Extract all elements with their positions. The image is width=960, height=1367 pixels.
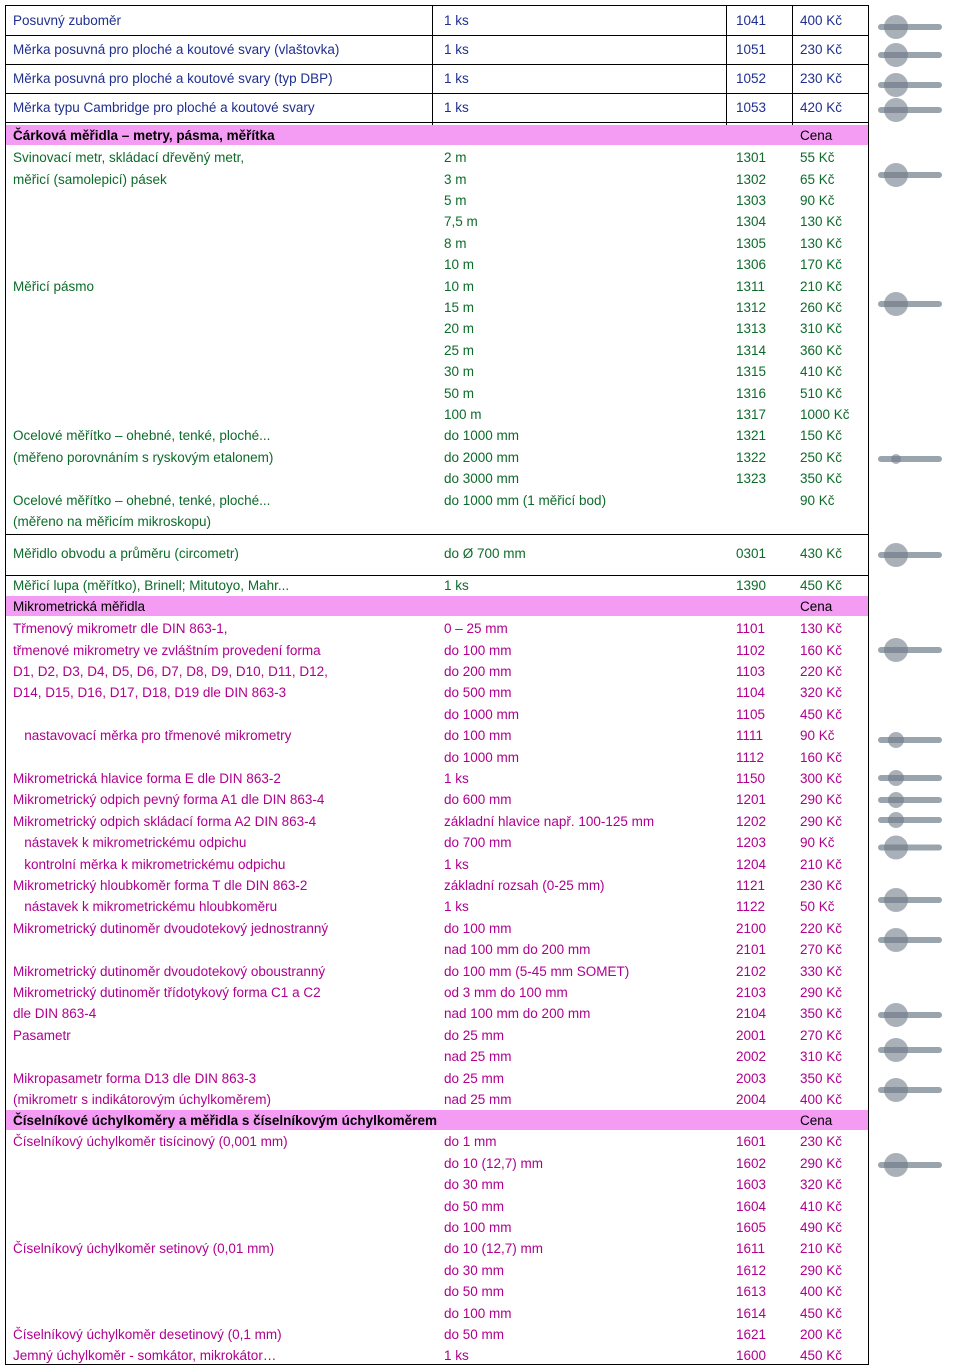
table-row bbox=[6, 789, 868, 810]
item-quantity: do 1000 mm bbox=[444, 749, 520, 765]
item-quantity: nad 100 mm do 200 mm bbox=[444, 1006, 591, 1022]
item-price: 290 Kč bbox=[800, 813, 843, 829]
item-price: 400 Kč bbox=[800, 13, 843, 28]
item-code: 1104 bbox=[736, 685, 766, 701]
item-code: 1041 bbox=[736, 13, 767, 28]
item-code: 1611 bbox=[736, 1241, 766, 1257]
item-quantity: 1 ks bbox=[444, 578, 469, 594]
item-code: 1603 bbox=[736, 1177, 767, 1193]
item-code: 1302 bbox=[736, 171, 767, 187]
table-row bbox=[6, 511, 868, 532]
item-name: Měrka posuvná pro ploché a koutové svary (typ DBP) bbox=[13, 71, 333, 86]
item-quantity: nad 25 mm bbox=[444, 1049, 512, 1065]
item-price: 160 Kč bbox=[800, 642, 843, 658]
item-quantity: 1 ks bbox=[444, 13, 469, 28]
table-row bbox=[6, 297, 868, 318]
item-name: Mikrometrická hlavice forma E dle DIN 863-2 bbox=[13, 770, 281, 786]
item-name: Měrka posuvná pro ploché a koutové svary (vlaštovka) bbox=[13, 42, 340, 57]
table-row bbox=[6, 811, 868, 832]
item-quantity: do 50 mm bbox=[444, 1198, 505, 1214]
item-price: 400 Kč bbox=[800, 1091, 843, 1107]
item-quantity: 15 m bbox=[444, 299, 475, 315]
item-quantity: do 1 mm bbox=[444, 1134, 497, 1150]
item-quantity: do 600 mm bbox=[444, 792, 512, 808]
item-code: 1105 bbox=[736, 706, 766, 722]
table-row bbox=[6, 704, 868, 725]
item-price: 450 Kč bbox=[800, 578, 843, 594]
item-price: 65 Kč bbox=[800, 171, 835, 187]
item-price: 310 Kč bbox=[800, 321, 843, 337]
item-name: Svinovací metr, skládací dřevěný metr, bbox=[13, 150, 245, 166]
table-row bbox=[6, 1153, 868, 1174]
item-quantity: 1 ks bbox=[444, 899, 469, 915]
table-row bbox=[6, 1238, 868, 1259]
item-price: 510 Kč bbox=[800, 385, 843, 401]
table-row bbox=[6, 1324, 868, 1345]
item-price: 160 Kč bbox=[800, 749, 843, 765]
table-row bbox=[6, 1003, 868, 1024]
item-name: Pasametr bbox=[13, 1027, 71, 1043]
steel-ruler-icon bbox=[870, 452, 950, 466]
item-code: 2102 bbox=[736, 963, 767, 979]
table-row bbox=[6, 960, 868, 981]
item-quantity: nad 25 mm bbox=[444, 1091, 512, 1107]
table-row bbox=[6, 318, 868, 339]
item-price: 150 Kč bbox=[800, 428, 843, 444]
table-row bbox=[6, 1217, 868, 1238]
item-code: 2103 bbox=[736, 984, 767, 1000]
item-price: 400 Kč bbox=[800, 1284, 843, 1300]
item-price: 270 Kč bbox=[800, 1027, 843, 1043]
item-code: 1103 bbox=[736, 663, 766, 679]
item-name: Ocelové měřítko – ohebné, tenké, ploché... bbox=[13, 428, 271, 444]
caliper-gear-icon bbox=[870, 12, 950, 42]
item-code: 1314 bbox=[736, 342, 767, 358]
table-row bbox=[6, 1067, 868, 1088]
item-name: (mikrometr s indikátorovým úchylkoměrem) bbox=[13, 1091, 272, 1107]
item-code: 0301 bbox=[736, 545, 767, 561]
item-code: 1201 bbox=[736, 792, 767, 808]
table-row bbox=[6, 233, 868, 254]
item-quantity: 8 m bbox=[444, 235, 467, 251]
row-divider bbox=[6, 1364, 868, 1365]
item-price: 350 Kč bbox=[800, 471, 843, 487]
item-quantity: do 1000 mm bbox=[444, 706, 520, 722]
table-row bbox=[6, 896, 868, 917]
item-quantity: do 30 mm bbox=[444, 1262, 505, 1278]
item-price: 490 Kč bbox=[800, 1219, 843, 1235]
table-row bbox=[6, 1025, 868, 1046]
item-name: Mikropasametr forma D13 dle DIN 863-3 bbox=[13, 1070, 257, 1086]
item-price: 290 Kč bbox=[800, 984, 843, 1000]
micro-passameter-icon bbox=[870, 1070, 950, 1110]
item-quantity: 1 ks bbox=[444, 856, 469, 872]
item-code: 1203 bbox=[736, 835, 767, 851]
table-row bbox=[6, 1281, 868, 1302]
item-quantity: 10 m bbox=[444, 257, 475, 273]
table-row bbox=[6, 211, 868, 232]
table-row bbox=[6, 618, 868, 639]
item-code: 1122 bbox=[736, 899, 766, 915]
item-quantity: do 30 mm bbox=[444, 1177, 505, 1193]
table-row bbox=[6, 275, 868, 296]
table-row bbox=[6, 768, 868, 789]
item-price: 250 Kč bbox=[800, 449, 843, 465]
item-name: Číselníkový úchylkoměr tisícinový (0,001 mm) bbox=[13, 1134, 288, 1150]
table-row bbox=[6, 447, 868, 468]
item-price: 320 Kč bbox=[800, 1177, 843, 1193]
item-price: 350 Kč bbox=[800, 1006, 843, 1022]
item-quantity: do 200 mm bbox=[444, 663, 512, 679]
item-quantity: do 10 (12,7) mm bbox=[444, 1241, 544, 1257]
item-name: Mikrometrický odpich pevný forma A1 dle DIN 863-4 bbox=[13, 792, 325, 808]
table-row bbox=[6, 639, 868, 660]
item-price: 410 Kč bbox=[800, 364, 843, 380]
item-price: 300 Kč bbox=[800, 770, 843, 786]
item-quantity: do 3000 mm bbox=[444, 471, 520, 487]
item-name: D14, D15, D16, D17, D18, D19 dle DIN 863-3 bbox=[13, 685, 287, 701]
item-quantity: 3 m bbox=[444, 171, 467, 187]
item-price: 230 Kč bbox=[800, 877, 843, 893]
item-name: kontrolní měrka k mikrometrickému odpichu bbox=[13, 856, 286, 872]
table-row bbox=[6, 661, 868, 682]
item-name: Měřidlo obvodu a průměru (circometr) bbox=[13, 545, 239, 561]
item-code: 1305 bbox=[736, 235, 767, 251]
table-row bbox=[6, 168, 868, 189]
section-header-price-label: Cena bbox=[800, 598, 833, 614]
item-price: 350 Kč bbox=[800, 1070, 843, 1086]
item-price: 230 Kč bbox=[800, 42, 843, 57]
item-price: 130 Kč bbox=[800, 235, 843, 251]
table-row bbox=[6, 94, 868, 121]
table-row bbox=[6, 596, 868, 616]
item-code: 2001 bbox=[736, 1027, 767, 1043]
item-price: 130 Kč bbox=[800, 214, 843, 230]
table-row bbox=[6, 7, 868, 34]
item-code: 2100 bbox=[736, 920, 767, 936]
item-price: 90 Kč bbox=[800, 192, 835, 208]
table-row bbox=[6, 1302, 868, 1323]
item-quantity: do 25 mm bbox=[444, 1070, 505, 1086]
item-quantity: do 50 mm bbox=[444, 1284, 505, 1300]
table-row bbox=[6, 875, 868, 896]
item-price: 220 Kč bbox=[800, 663, 843, 679]
item-price: 410 Kč bbox=[800, 1198, 843, 1214]
item-quantity: do 25 mm bbox=[444, 1027, 505, 1043]
item-code: 1601 bbox=[736, 1134, 767, 1150]
item-code: 1303 bbox=[736, 192, 767, 208]
item-quantity: 7,5 m bbox=[444, 214, 478, 230]
item-price: 290 Kč bbox=[800, 1262, 843, 1278]
item-quantity: 30 m bbox=[444, 364, 475, 380]
section-header-price-label: Cena bbox=[800, 127, 833, 143]
table-row bbox=[6, 1110, 868, 1130]
item-code: 2004 bbox=[736, 1091, 767, 1107]
item-quantity: do 100 mm bbox=[444, 1219, 512, 1235]
item-name: Číselníkový úchylkoměr desetinový (0,1 mm) bbox=[13, 1326, 282, 1342]
table-row bbox=[6, 1195, 868, 1216]
item-price: 360 Kč bbox=[800, 342, 843, 358]
item-code: 1301 bbox=[736, 150, 767, 166]
item-name: Číselníkový úchylkoměr setinový (0,01 mm) bbox=[13, 1241, 275, 1257]
table-row bbox=[6, 1046, 868, 1067]
item-name: Posuvný zuboměr bbox=[13, 13, 122, 28]
item-price: 90 Kč bbox=[800, 835, 835, 851]
table-row bbox=[6, 725, 868, 746]
table-row bbox=[6, 254, 868, 275]
table-row bbox=[6, 425, 868, 446]
table-row bbox=[6, 538, 868, 568]
item-code: 1051 bbox=[736, 42, 767, 57]
table-row bbox=[6, 489, 868, 510]
measuring-tape-reel-icon bbox=[870, 280, 950, 328]
passameter-icon bbox=[870, 1030, 950, 1070]
item-code: 1322 bbox=[736, 449, 767, 465]
item-code: 1052 bbox=[736, 71, 767, 86]
item-price: 130 Kč bbox=[800, 621, 843, 637]
item-name: (měřeno porovnáním s ryskovým etalonem) bbox=[13, 449, 274, 465]
item-name: dle DIN 863-4 bbox=[13, 1006, 97, 1022]
item-quantity: do 500 mm bbox=[444, 685, 512, 701]
item-price: 230 Kč bbox=[800, 71, 843, 86]
table-row bbox=[6, 147, 868, 168]
item-name: Mikrometrický hloubkoměr forma T dle DIN 863-2 bbox=[13, 877, 308, 893]
table-row bbox=[6, 361, 868, 382]
item-code: 1112 bbox=[736, 749, 765, 765]
item-quantity: 1 ks bbox=[444, 770, 469, 786]
item-code: 1317 bbox=[736, 406, 767, 422]
item-price: 290 Kč bbox=[800, 792, 843, 808]
item-price: 290 Kč bbox=[800, 1155, 843, 1171]
item-price: 55 Kč bbox=[800, 150, 835, 166]
item-code: 1306 bbox=[736, 257, 767, 273]
section-header-title: Mikrometrická měřidla bbox=[13, 598, 146, 614]
item-quantity: 5 m bbox=[444, 192, 467, 208]
item-quantity: do 2000 mm bbox=[444, 449, 520, 465]
item-price: 210 Kč bbox=[800, 856, 843, 872]
item-price: 330 Kč bbox=[800, 963, 843, 979]
table-row bbox=[6, 1089, 868, 1110]
item-code: 1613 bbox=[736, 1284, 767, 1300]
item-price: 230 Kč bbox=[800, 1134, 843, 1150]
table-border-right bbox=[868, 5, 869, 1365]
item-name: Měřicí pásmo bbox=[13, 278, 95, 294]
table-row bbox=[6, 404, 868, 425]
item-code: 1600 bbox=[736, 1348, 767, 1364]
item-quantity: do 1000 mm bbox=[444, 428, 520, 444]
item-name: nástavek k mikrometrickému hloubkoměru bbox=[13, 899, 278, 915]
item-price: 1000 Kč bbox=[800, 406, 850, 422]
item-quantity: 10 m bbox=[444, 278, 475, 294]
item-quantity: do Ø 700 mm bbox=[444, 545, 526, 561]
item-code: 1621 bbox=[736, 1326, 767, 1342]
item-price: 430 Kč bbox=[800, 545, 843, 561]
table-row bbox=[6, 1131, 868, 1152]
table-row bbox=[6, 682, 868, 703]
item-name: Mikrometrický odpich skládací forma A2 DIN 863-4 bbox=[13, 813, 317, 829]
item-code: 1605 bbox=[736, 1219, 767, 1235]
item-code: 1612 bbox=[736, 1262, 767, 1278]
item-price: 450 Kč bbox=[800, 706, 843, 722]
item-quantity: základní rozsah (0-25 mm) bbox=[444, 877, 605, 893]
item-quantity: do 10 (12,7) mm bbox=[444, 1155, 544, 1171]
table-row bbox=[6, 853, 868, 874]
item-name: Mikrometrický dutinoměr dvoudotekový oboustranný bbox=[13, 963, 326, 979]
item-code: 1053 bbox=[736, 100, 767, 115]
item-quantity: do 100 mm (5-45 mm SOMET) bbox=[444, 963, 630, 979]
item-code: 1121 bbox=[736, 877, 766, 893]
table-border-top bbox=[5, 5, 869, 6]
item-code: 1102 bbox=[736, 642, 766, 658]
item-quantity: do 700 mm bbox=[444, 835, 512, 851]
item-quantity: do 50 mm bbox=[444, 1326, 505, 1342]
item-code: 1315 bbox=[736, 364, 767, 380]
item-name: (měřeno na měřicím mikroskopu) bbox=[13, 513, 212, 529]
item-name: nastavovací měrka pro třmenové mikrometry bbox=[13, 728, 292, 744]
item-price: 320 Kč bbox=[800, 685, 843, 701]
item-price: 170 Kč bbox=[800, 257, 843, 273]
item-name: měřicí (samolepicí) pásek bbox=[13, 171, 167, 187]
item-price: 270 Kč bbox=[800, 942, 843, 958]
item-quantity: 25 m bbox=[444, 342, 475, 358]
item-quantity: 100 m bbox=[444, 406, 482, 422]
table-row bbox=[6, 832, 868, 853]
table-row bbox=[6, 190, 868, 211]
table-row bbox=[6, 382, 868, 403]
item-code: 1304 bbox=[736, 214, 767, 230]
item-code: 1321 bbox=[736, 428, 767, 444]
item-code: 1313 bbox=[736, 321, 767, 337]
extension-rods-icon bbox=[870, 830, 950, 865]
cambridge-gauge-icon bbox=[870, 95, 950, 125]
table-row bbox=[6, 468, 868, 489]
item-code: 1316 bbox=[736, 385, 767, 401]
item-price: 450 Kč bbox=[800, 1305, 843, 1321]
table-row bbox=[6, 918, 868, 939]
item-quantity: nad 100 mm do 200 mm bbox=[444, 942, 591, 958]
item-code: 1202 bbox=[736, 813, 767, 829]
inside-micrometer-icon bbox=[870, 790, 950, 810]
item-price: 200 Kč bbox=[800, 1326, 843, 1342]
item-price: 420 Kč bbox=[800, 100, 843, 115]
item-quantity: od 3 mm do 100 mm bbox=[444, 984, 568, 1000]
item-name: třmenové mikrometry ve zvláštním provedení forma bbox=[13, 642, 321, 658]
micrometer-head-icon bbox=[870, 768, 950, 788]
table-row bbox=[6, 575, 868, 596]
table-row bbox=[6, 125, 868, 145]
table-row bbox=[6, 1260, 868, 1281]
item-quantity: 1 ks bbox=[444, 1348, 469, 1364]
item-quantity: 1 ks bbox=[444, 100, 469, 115]
item-code: 1602 bbox=[736, 1155, 767, 1171]
section-header-title: Čárková měřidla – metry, pásma, měřítka bbox=[13, 127, 275, 143]
item-quantity: do 100 mm bbox=[444, 642, 512, 658]
circometer-icon bbox=[870, 535, 950, 575]
tape-measure-icon bbox=[870, 155, 950, 195]
dial-indicator-icon bbox=[870, 1135, 950, 1195]
item-name: D1, D2, D3, D4, D5, D6, D7, D8, D9, D10, D11, D12, bbox=[13, 663, 328, 679]
item-quantity: do 100 mm bbox=[444, 920, 512, 936]
item-code: 1150 bbox=[736, 770, 766, 786]
item-code: 1390 bbox=[736, 578, 767, 594]
item-code: 1111 bbox=[736, 728, 764, 744]
item-price: 220 Kč bbox=[800, 920, 843, 936]
table-row bbox=[6, 1174, 868, 1195]
item-code: 1614 bbox=[736, 1305, 767, 1321]
item-quantity: 0 – 25 mm bbox=[444, 621, 508, 637]
item-quantity: 1 ks bbox=[444, 42, 469, 57]
item-code: 1101 bbox=[736, 621, 766, 637]
item-price: 450 Kč bbox=[800, 1348, 843, 1364]
table-row bbox=[6, 340, 868, 361]
row-divider bbox=[6, 122, 868, 123]
setting-gauge-icon bbox=[870, 730, 950, 750]
item-name: Jemný úchylkoměr - somkátor, mikrokátor… bbox=[13, 1348, 277, 1364]
item-name: nástavek k mikrometrickému odpichu bbox=[13, 835, 247, 851]
item-name: Měrka typu Cambridge pro ploché a koutové svary bbox=[13, 100, 315, 115]
section-header-title: Číselníkové úchylkoměry a měřidla s číselníkovým úchylkoměrem bbox=[13, 1112, 437, 1128]
item-name: Ocelové měřítko – ohebné, tenké, ploché... bbox=[13, 492, 271, 508]
item-price: 50 Kč bbox=[800, 899, 835, 915]
row-divider bbox=[6, 534, 868, 535]
item-code: 2104 bbox=[736, 1006, 767, 1022]
table-row bbox=[6, 982, 868, 1003]
item-quantity: do 100 mm bbox=[444, 1305, 512, 1321]
inside-micrometer-icon bbox=[870, 810, 950, 830]
item-name: Mikrometrický dutinoměr dvoudotekový jednostranný bbox=[13, 920, 329, 936]
item-quantity: 50 m bbox=[444, 385, 475, 401]
item-quantity: 20 m bbox=[444, 321, 475, 337]
item-code: 2101 bbox=[736, 942, 767, 958]
item-name: Měřicí lupa (měřítko), Brinell; Mitutoyo, Mahr... bbox=[13, 578, 290, 594]
item-quantity: 2 m bbox=[444, 150, 467, 166]
item-name: Třmenový mikrometr dle DIN 863-1, bbox=[13, 621, 228, 637]
item-quantity: základní hlavice např. 100-125 mm bbox=[444, 813, 655, 829]
item-code: 2003 bbox=[736, 1070, 767, 1086]
item-code: 1204 bbox=[736, 856, 767, 872]
item-code: 1312 bbox=[736, 299, 767, 315]
item-code: 1311 bbox=[736, 278, 766, 294]
item-name: Mikrometrický dutinoměr třídotykový forma C1 a C2 bbox=[13, 984, 321, 1000]
item-price: 310 Kč bbox=[800, 1049, 843, 1065]
item-price: 90 Kč bbox=[800, 728, 835, 744]
item-quantity: 1 ks bbox=[444, 71, 469, 86]
bore-micrometer-icon bbox=[870, 925, 950, 955]
item-price: 90 Kč bbox=[800, 492, 835, 508]
table-row bbox=[6, 939, 868, 960]
item-quantity: do 100 mm bbox=[444, 728, 512, 744]
table-row bbox=[6, 36, 868, 63]
table-row bbox=[6, 746, 868, 767]
item-quantity: do 1000 mm (1 měřicí bod) bbox=[444, 492, 607, 508]
item-code: 1604 bbox=[736, 1198, 767, 1214]
item-code: 1323 bbox=[736, 471, 767, 487]
item-price: 260 Kč bbox=[800, 299, 843, 315]
item-price: 210 Kč bbox=[800, 1241, 843, 1257]
item-price: 210 Kč bbox=[800, 278, 843, 294]
table-row bbox=[6, 65, 868, 92]
weld-gauge-icon bbox=[870, 40, 950, 70]
micrometer-icon bbox=[870, 630, 950, 670]
section-header-price-label: Cena bbox=[800, 1112, 833, 1128]
depth-micrometer-icon bbox=[870, 880, 950, 920]
item-code: 2002 bbox=[736, 1049, 767, 1065]
